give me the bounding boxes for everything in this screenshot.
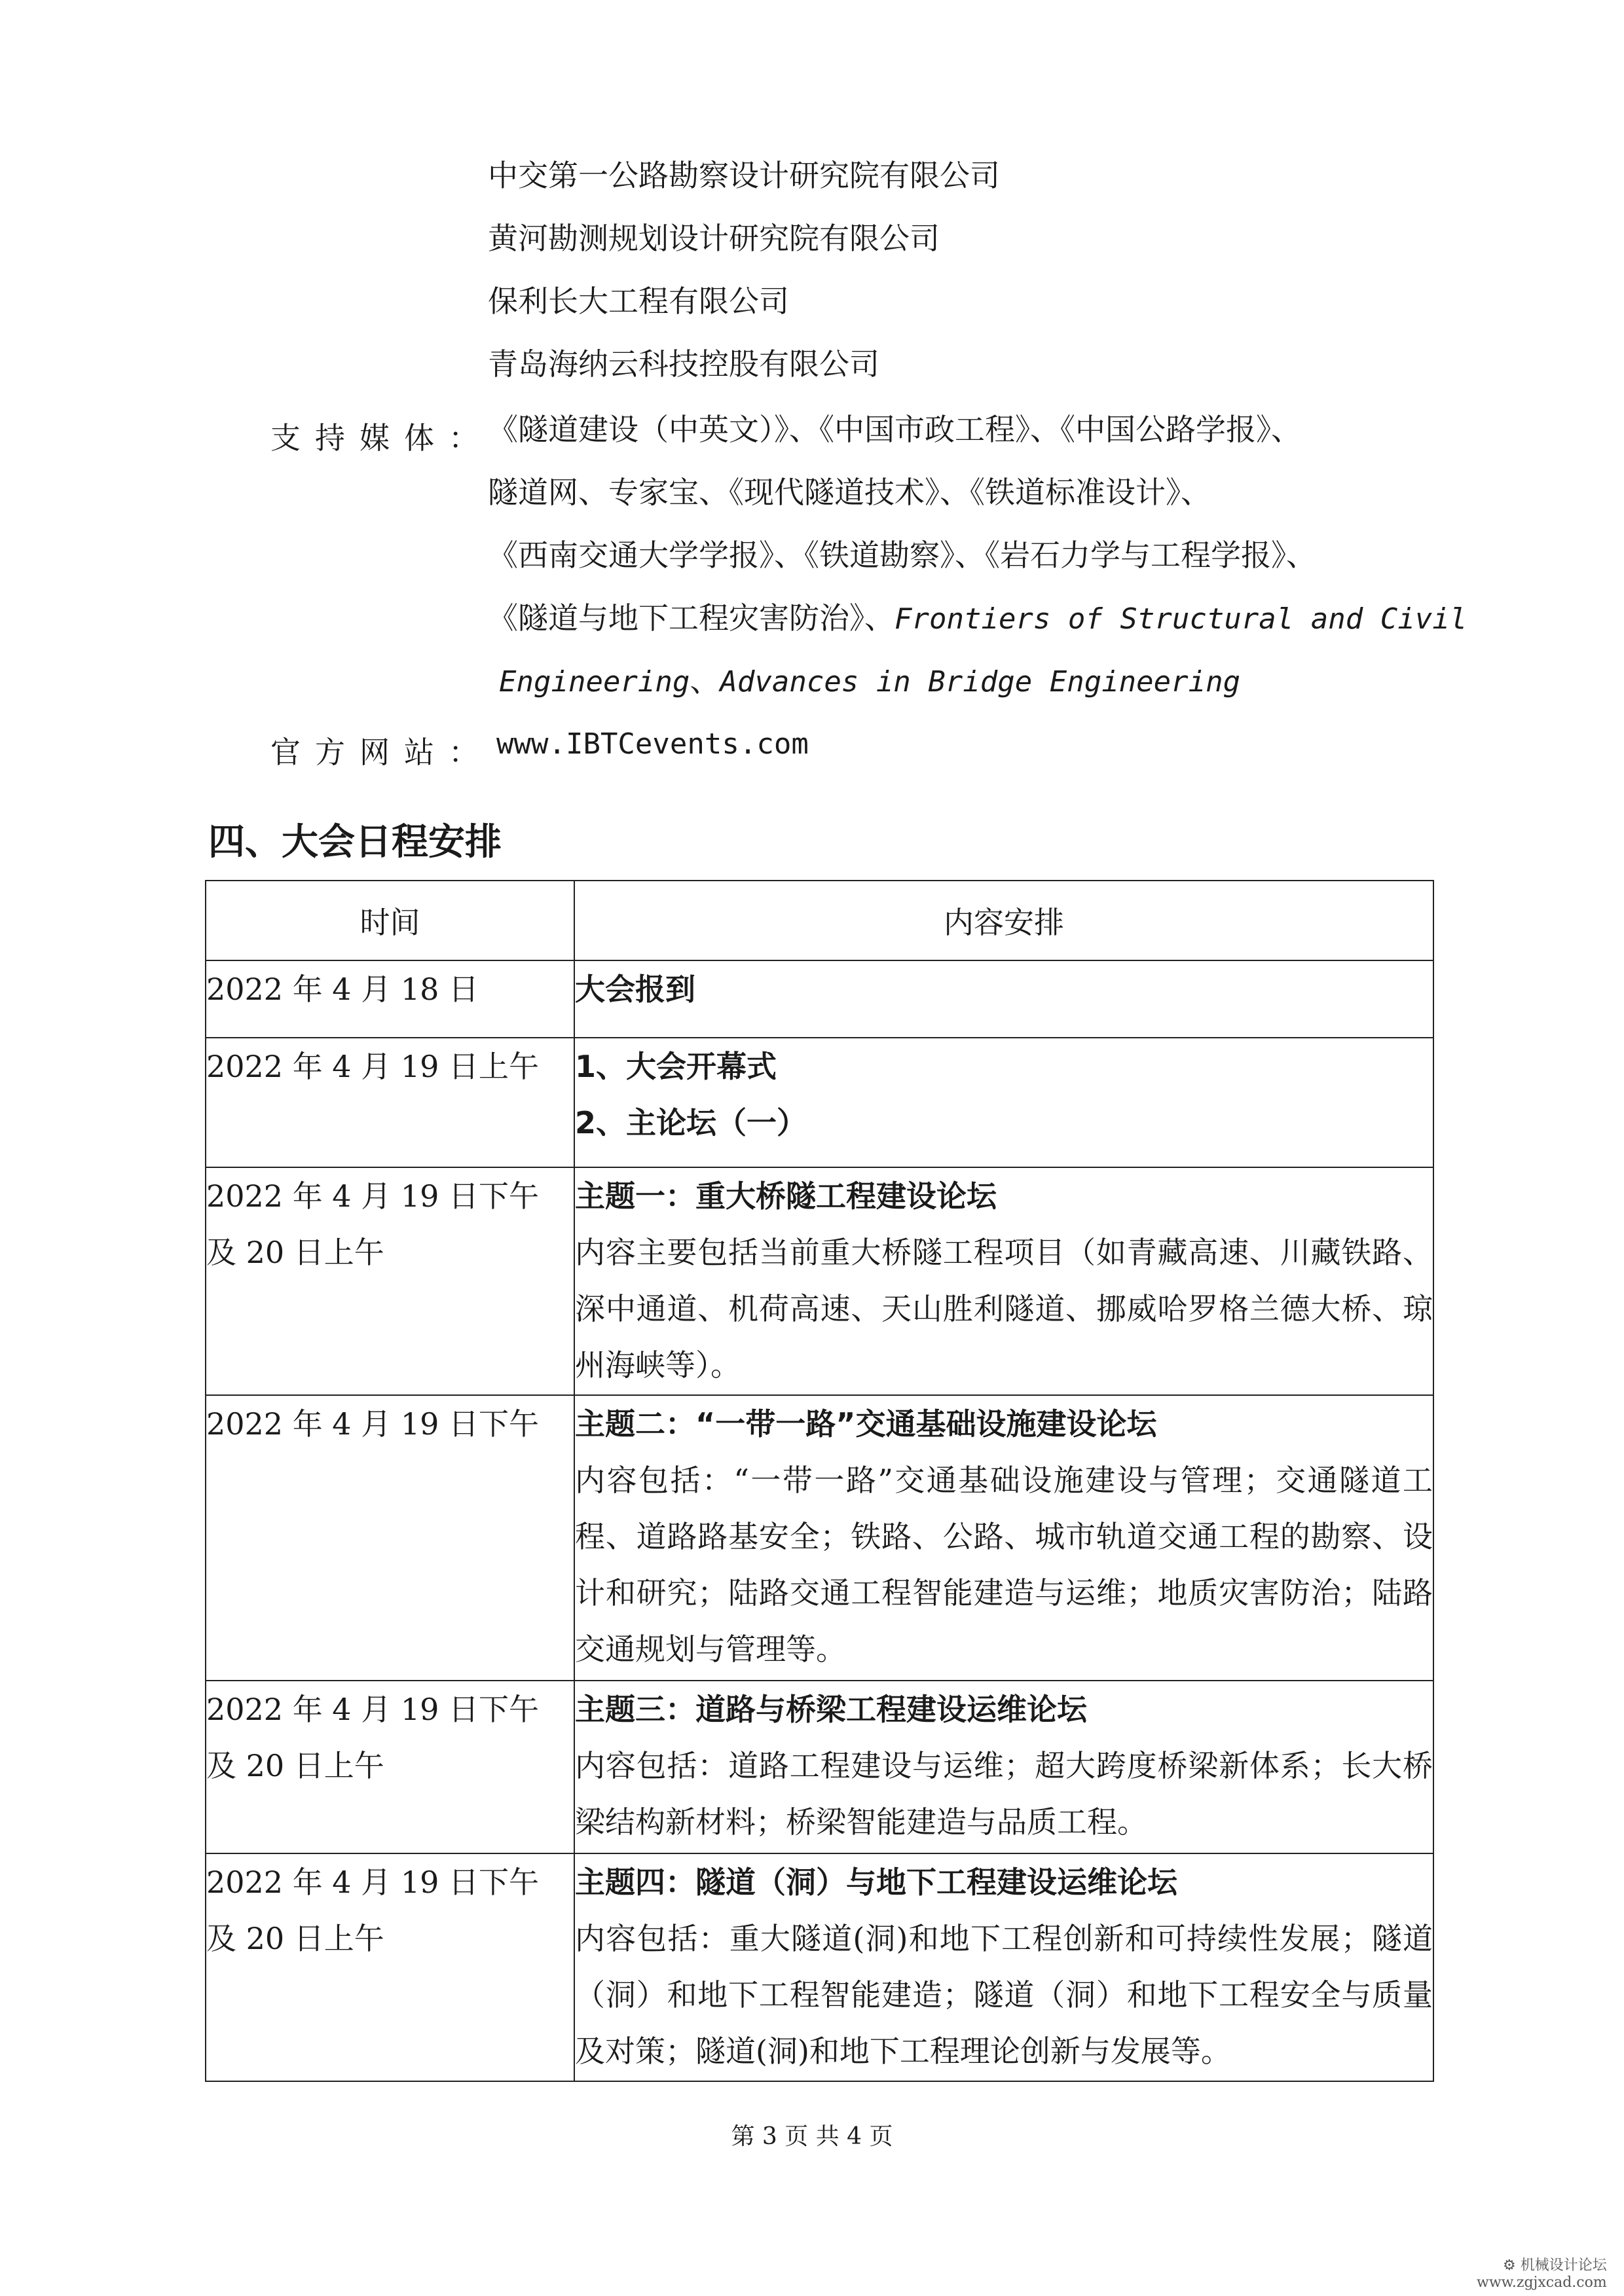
media-line-4: [488, 600, 1467, 636]
content-cell: [574, 1038, 1433, 1167]
media-latin-2b: Advances in Bridge Engineering: [720, 665, 1241, 699]
website-url[interactable]: www.IBTCevents.com: [496, 727, 809, 761]
media-line-2: 隧道网、专家宝、《现代隧道技术》、《铁道标准设计》、: [488, 475, 1211, 510]
table-header-row: [206, 881, 1433, 960]
table-row: [206, 960, 1433, 1038]
time-text: 2022 年 4 月 19 日下午: [206, 1865, 539, 1900]
topic-text: 主题四：隧道（洞）与地下工程建设运维论坛: [575, 1865, 1177, 1900]
watermark: [1477, 2257, 1607, 2291]
content-cell: [574, 1681, 1433, 1853]
topic-text-2: 2、主论坛（一）: [575, 1105, 807, 1140]
media-line-3: 《西南交通大学学报》、《铁道勘察》、《岩石力学与工程学报》、: [488, 538, 1316, 573]
time-text-2: 及 20 日上午: [206, 1748, 384, 1783]
table-row: [206, 1853, 1433, 2081]
time-cell: [206, 1681, 574, 1853]
watermark-line-1: 机械设计论坛: [1520, 2257, 1607, 2274]
website-label: 官方网站：: [270, 735, 493, 770]
content-cell: [574, 1167, 1433, 1395]
media-latin-2a: Engineering: [499, 665, 690, 699]
media-line-5: [499, 663, 1241, 699]
header-time: 时间: [206, 881, 574, 960]
schedule-table: [205, 880, 1434, 2082]
time-cell: [206, 1395, 574, 1681]
time-text: 2022 年 4 月 19 日下午: [206, 1692, 539, 1727]
content-cell: [574, 1395, 1433, 1681]
time-text-2: 及 20 日上午: [206, 1921, 384, 1956]
content-cell: [574, 960, 1433, 1038]
time-text: 2022 年 4 月 19 日下午: [206, 1178, 539, 1214]
topic-text: 1、大会开幕式: [575, 1049, 777, 1084]
time-cell: [206, 960, 574, 1038]
table-row: [206, 1167, 1433, 1395]
header-content: 内容安排: [574, 881, 1433, 960]
topic-text: 主题二：“一带一路”交通基础设施建设论坛: [575, 1406, 1157, 1442]
media-label: 支持媒体：: [270, 420, 493, 456]
media-separator: 、: [690, 663, 720, 699]
media-line-4-cn: 《隧道与地下工程灾害防治》、: [488, 600, 895, 636]
topic-text: 主题三：道路与桥梁工程建设运维论坛: [575, 1692, 1087, 1727]
table-row: [206, 1395, 1433, 1681]
gear-icon: ⚙: [1502, 2257, 1516, 2274]
topic-text: 主题一：重大桥隧工程建设论坛: [575, 1178, 997, 1214]
time-text: 2022 年 4 月 19 日上午: [206, 1049, 539, 1084]
body-text: 内容包括：重大隧道(洞)和地下工程创新和可持续性发展；隧道（洞）和地下工程智能建造；隧道（洞）和地下工程安全与质量及对策；隧道(洞)和地下工程理论创新与发展等。: [575, 1921, 1433, 2069]
time-cell: [206, 1853, 574, 2081]
body-text: 内容包括：道路工程建设与运维；超大跨度桥梁新体系；长大桥梁结构新材料；桥梁智能建造与品质工程。: [575, 1748, 1433, 1840]
media-latin-1: Frontiers of Structural and Civil: [895, 602, 1467, 636]
time-text-2: 及 20 日上午: [206, 1235, 384, 1270]
media-line-1: 《隧道建设（中英文）》、《中国市政工程》、《中国公路学报》、: [488, 412, 1301, 447]
body-text: 内容包括：“一带一路”交通基础设施建设与管理；交通隧道工程、道路路基安全；铁路、公路、城市轨道交通工程的勘察、设计和研究；陆路交通工程智能建造与运维；地质灾害防治；陆路交通规划与管理等。: [575, 1463, 1433, 1667]
page-footer: 第 3 页 共 4 页: [731, 2123, 893, 2150]
topic-text: 大会报到: [575, 972, 695, 1007]
table-row: [206, 1681, 1433, 1853]
table-row: [206, 1038, 1433, 1167]
organizer-3: 保利长大工程有限公司: [488, 283, 789, 319]
time-text: 2022 年 4 月 18 日: [206, 972, 479, 1007]
content-cell: [574, 1853, 1433, 2081]
body-text: 内容主要包括当前重大桥隧工程项目（如青藏高速、川藏铁路、深中通道、机荷高速、天山胜利隧道、挪威哈罗格兰德大桥、琼州海峡等）。: [575, 1235, 1433, 1383]
organizer-2: 黄河勘测规划设计研究院有限公司: [488, 221, 940, 256]
watermark-name: [1477, 2257, 1607, 2274]
organizer-1: 中交第一公路勘察设计研究院有限公司: [488, 158, 1000, 193]
time-cell: [206, 1167, 574, 1395]
organizer-4: 青岛海纳云科技控股有限公司: [488, 346, 879, 382]
watermark-url: www.zgjxcad.com: [1477, 2274, 1607, 2291]
section-title: 四、大会日程安排: [208, 821, 502, 864]
time-cell: [206, 1038, 574, 1167]
time-text: 2022 年 4 月 19 日下午: [206, 1406, 539, 1442]
